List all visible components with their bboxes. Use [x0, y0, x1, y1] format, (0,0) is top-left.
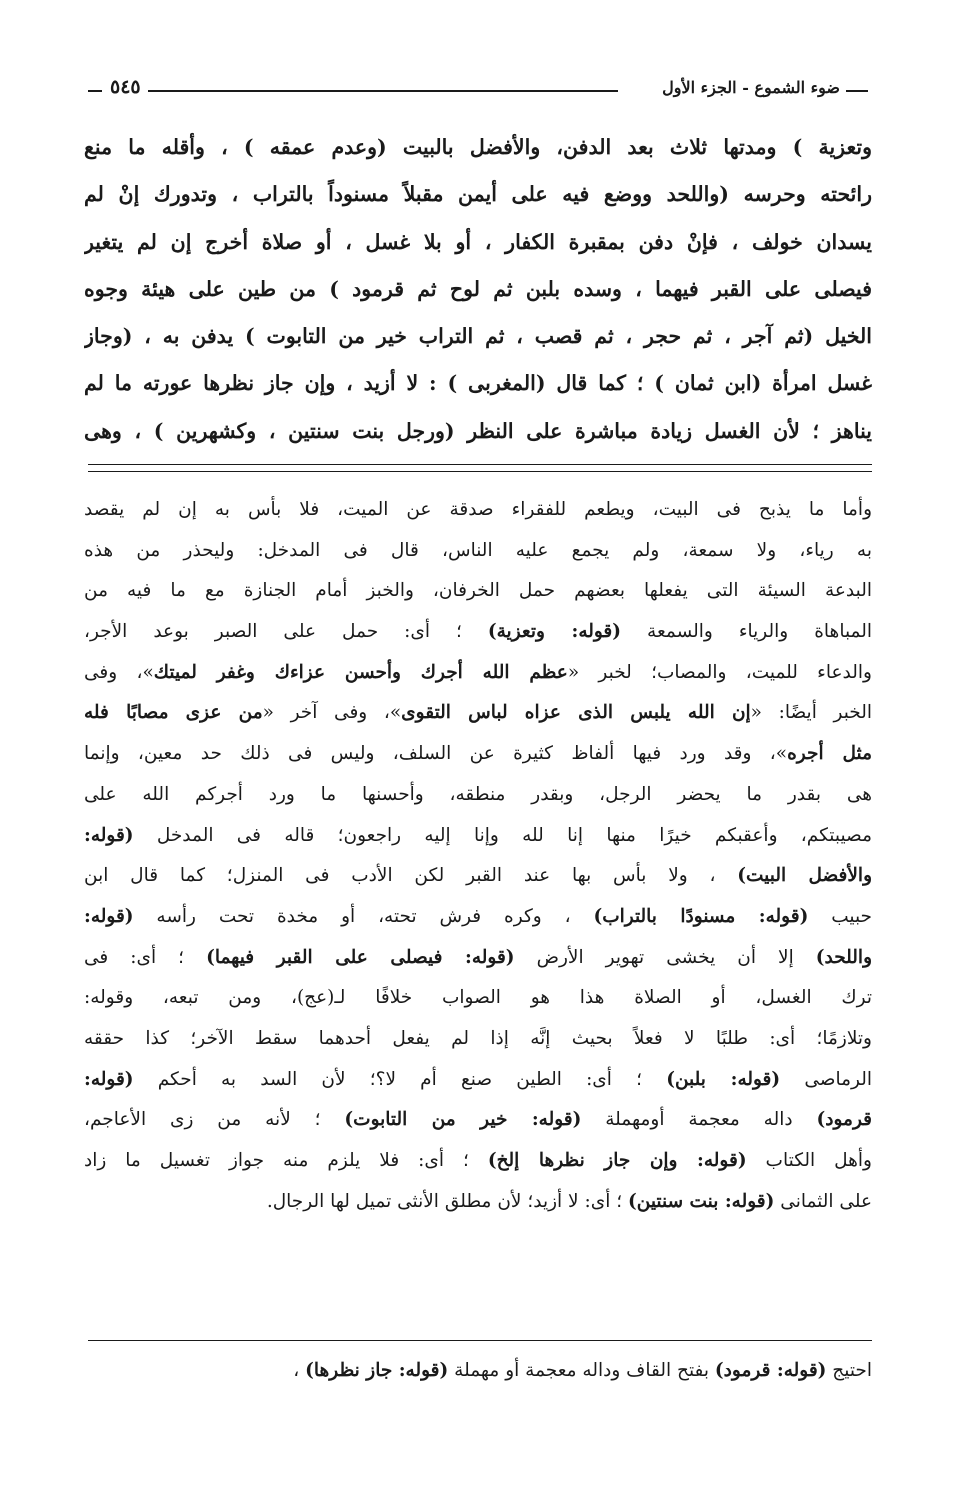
quoted-term: (قوله:	[84, 1068, 134, 1090]
quoted-term: (قوله: بلبن)	[666, 1068, 781, 1090]
text-segment: ، وكره فرش تحته، أو مخدة تحت رأسه	[133, 905, 594, 927]
quoted-term: (قوله: فيصلى على القبر فيهما)	[206, 946, 515, 968]
text-segment: ؛ لأنه من زى الأعاجم،	[84, 1109, 345, 1131]
quoted-term: والأفضل البيت)	[737, 865, 872, 887]
commentary-line	[84, 1182, 872, 1223]
text-segment: بفتح القاف وداله معجمة أو مهملة	[448, 1360, 715, 1381]
main-text-line: وتعزية ) ومدتها ثلاث بعد الدفن، والأفضل بالبيت (وعدم عمقه ) ، وأقله ما منع	[84, 135, 872, 159]
quoted-term: (قوله: بنت سنتين)	[627, 1190, 775, 1212]
commentary-line	[84, 816, 872, 857]
quoted-term: (قوله: جاز نظرها)	[305, 1360, 449, 1381]
commentary-line	[84, 1060, 872, 1101]
text-segment: وتلازمًا؛ أى: طلبًا لا فعلاً بحيث إنَّه إذا لم يفعل أحدهما سقط الآخر؛ كذا حققه	[84, 1027, 872, 1049]
page-number: ٥٤٥	[110, 76, 141, 98]
header-rule-left	[88, 90, 102, 92]
quoted-term: إن الله يلبس الذى عزاه لباس التقوى	[401, 702, 751, 724]
commentary-line	[84, 856, 872, 897]
footnote-separator-double	[88, 464, 872, 472]
commentary-line	[84, 897, 872, 938]
main-text-line: رائحته وحرسه (واللحد ووضع فيه على أيمن مقبلاً مسنوداً بالتراب ، وتدورك إنْ لم	[84, 182, 872, 207]
main-text-line: فيصلى على القبر فيهما ، وسده بلبن ثم لوح ثم قرمود ) من طين على هيئة وجوه	[84, 276, 872, 301]
text-segment: احتيج	[826, 1360, 872, 1381]
main-text-line: الخيل (ثم آجر ، ثم حجر ، ثم قصب ، ثم التراب خير من التابوت ) يدفن به ، (وجاز	[84, 324, 872, 349]
commentary-line	[84, 653, 872, 694]
text-segment: »، وقد ورد فيها ألفاظ كثيرة عن السلف، وليس فى ذلك حد معين، وإنما	[84, 743, 788, 765]
text-segment: على الثمانى	[774, 1190, 872, 1212]
commentary-line	[84, 978, 872, 1019]
text-segment: ؛ أى: الطين صنع أم لا؟؛ لأن السد به أحكم	[133, 1068, 667, 1090]
main-text-line: يناهز ؛ لأن الغسل زيادة مباشرة على النظر (ورجل بنت سنتين ، وكشهرين ) ، وهى	[84, 418, 872, 443]
quoted-term: من عزى مصابًا فله	[84, 702, 263, 724]
text-segment: ؛ أى: لا أزيد؛ لأن مطلق الأنثى تميل لها الرجال.	[266, 1190, 628, 1212]
quoted-term: (قوله:	[84, 824, 134, 846]
footnote-text	[84, 1350, 872, 1392]
text-segment: حبيب	[808, 905, 872, 927]
text-segment: ،	[293, 1360, 306, 1381]
text-segment: هى بقدر ما يحضر الرجل، وبقدر منطقه، وأحسنها ما ورد أجركم الله على	[84, 783, 872, 805]
quoted-term: مثل أجره	[787, 743, 872, 765]
quoted-term: (قوله: قرمود)	[714, 1360, 827, 1381]
text-segment: »، وفى	[84, 661, 154, 683]
text-segment: ؛ أى: حمل على الصبر بوعد الأجر،	[84, 621, 488, 643]
commentary-line	[84, 612, 872, 653]
text-segment: »، وفى آخر «	[262, 702, 402, 724]
text-segment: ؛ أى: فلا يلزم منه جواز تغسيل ما زاد	[84, 1150, 488, 1171]
quoted-term: (قوله: وتعزية)	[487, 621, 622, 643]
text-segment: ، ولا بأس بها عند القبر لكن الأدب فى المنزل؛ كما قال ابن	[84, 865, 738, 887]
text-segment: الرماصى	[780, 1068, 872, 1090]
commentary-line	[84, 531, 872, 572]
commentary-line	[84, 693, 872, 734]
text-segment: البدعة السيئة التى يفعلها بعضهم حمل الخرفان، والخبز أمام الجنازة مع ما فيه من	[84, 580, 872, 602]
text-segment: إلا أن يخشى تهوير الأرض	[514, 946, 816, 968]
running-header	[88, 74, 868, 106]
commentary-line	[84, 938, 872, 979]
commentary-line	[84, 734, 872, 775]
footnote-separator	[88, 1340, 872, 1341]
main-text-line: يسدان خولف ، فإنْ دفن بمقبرة الكفار ، أو بلا غسل ، أو صلاة أخرج إن لم يتغير	[84, 229, 872, 254]
text-segment: الخبر أيضًا: «	[750, 702, 872, 724]
quoted-term: (قوله:	[84, 905, 134, 927]
running-title: ضوء الشموع - الجزء الأول	[662, 78, 840, 97]
text-segment: مصيبتكم، وأعقبكم خيرًا منها إنا لله وإنا إليه راجعون؛ قاله فى المدخل	[133, 824, 872, 846]
text-segment: به رياء، ولا سمعة، ولم يجمع عليه الناس، قال فى المدخل: وليحذر من هذه	[84, 539, 872, 561]
quoted-term: قرمود)	[816, 1109, 872, 1131]
quoted-term: واللحد)	[815, 946, 872, 968]
commentary-line	[84, 775, 872, 816]
quoted-term: (قوله: خير من التابوت)	[344, 1109, 582, 1131]
commentary-line	[84, 490, 872, 531]
text-segment: والدعاء للميت، والمصاب؛ لخبر «	[567, 661, 872, 683]
text-segment: المباهاة والرياء والسمعة	[621, 621, 872, 643]
quoted-term: (قوله: مسنودًا بالتراب)	[593, 905, 809, 927]
text-segment: داله معجمة أومهملة	[581, 1109, 817, 1131]
main-text	[84, 124, 872, 455]
header-rule	[148, 90, 618, 92]
main-text-line: غسل امرأة (ابن ثمان ) ؛ كما قال (المغربى ) : لا أزيد ، وإن جاز نظرها عورته ما لم	[84, 371, 872, 396]
commentary-line	[84, 1019, 872, 1060]
commentary-line	[84, 571, 872, 612]
text-segment: وأما ما يذبح فى البيت، ويطعم للفقراء صدقة عن الميت، فلا بأس به إن لم يقصد	[84, 499, 872, 520]
commentary-line	[84, 1100, 872, 1141]
footnote-line	[84, 1350, 872, 1392]
text-segment: ترك الغسل، أو الصلاة هذا هو الصواب خلافًا لـ(عج)، ومن تبعه، وقوله:	[84, 987, 872, 1009]
commentary-text	[84, 490, 872, 1222]
header-rule-right	[846, 90, 868, 92]
text-segment: ؛ أى: فى	[84, 946, 207, 968]
quoted-term: (قوله: وإن جاز نظرها إلخ)	[487, 1150, 747, 1171]
quoted-term: عظم الله أجرك وأحسن عزاءك وغفر لميتك	[153, 661, 568, 683]
commentary-line	[84, 1141, 872, 1182]
text-segment: وأهل الكتاب	[746, 1150, 872, 1171]
